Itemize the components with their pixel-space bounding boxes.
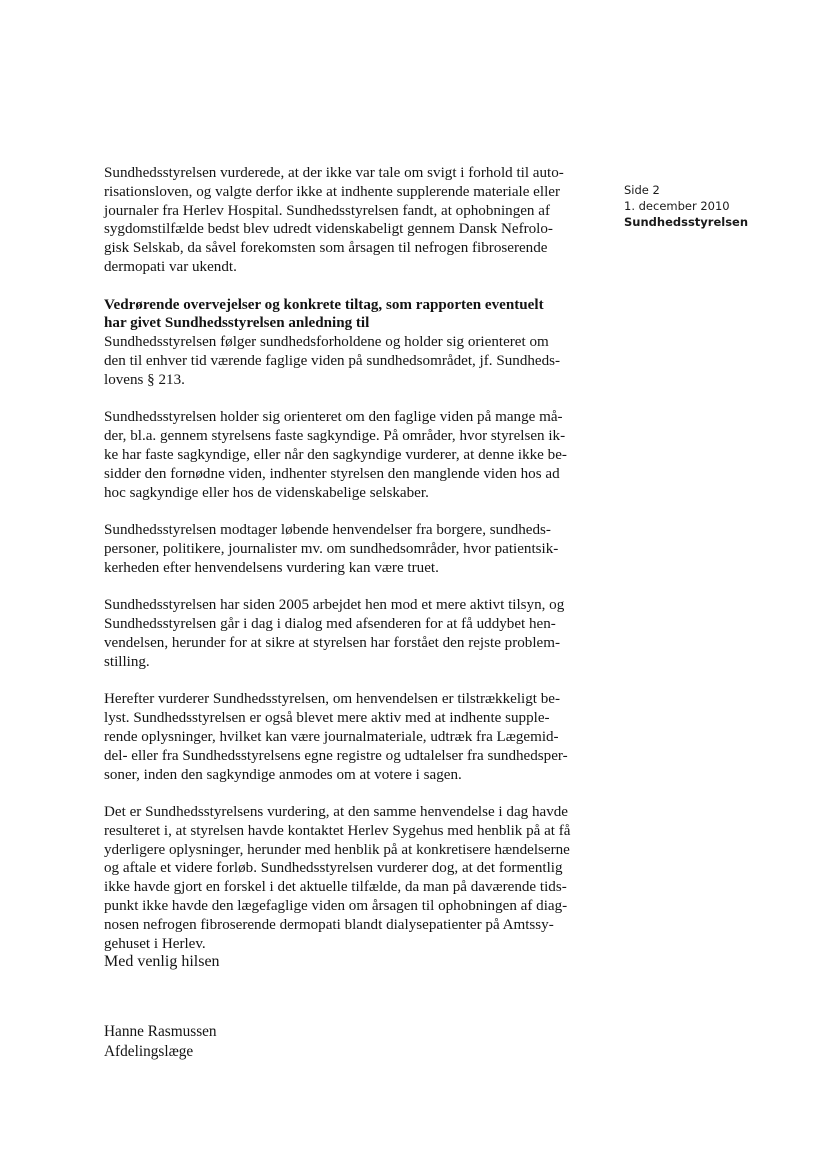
paragraph-monitoring: Sundhedsstyrelsen følger sundhedsforholdene og holder sig orienteret om den til enhver tid værende faglige viden på sundhedsområdet, jf. Sundheds- lovens § 213. [104, 334, 561, 388]
page-number: Side 2 [624, 183, 660, 197]
page-header-info [624, 182, 748, 230]
paragraph-followup: Herefter vurderer Sundhedsstyrelsen, om henvendelsen er tilstrækkeligt be- lyst. Sundhedsstyrelsen er også blevet mere aktiv med at indhente supple- rende oplysninger, hvilket kan være journalmateriale, udtræk fra Lægemid- del- eller fra Sundhedsstyrelsens egne registre og udtalelser fra sundhedsper- soner, inden den sagkyndige anmodes om at votere i sagen. [104, 691, 568, 783]
paragraph-conclusion: Det er Sundhedsstyrelsens vurdering, at den samme henvendelse i dag havde resulteret i, at styrelsen havde kontaktet Herlev Sygehus med henblik på at få yderligere oplysninger, herunder med henblik på at konkretisere hændelserne og aftale et videre forløb. Sundhedsstyrelsen vurderer dog, at det formentlig ikke havde gjort en forskel i det aktuelle tilfælde, da man på daværende tids- punkt ikke havde den lægefaglige viden om årsagen til ophobningen af diag- nosen nefrogen fibroserende dermopati blandt dialysepatienter på Amtssy- gehuset i Herlev. [104, 804, 571, 952]
paragraph-assessment: Sundhedsstyrelsen vurderede, at der ikke var tale om svigt i forhold til auto- risationsloven, og valgte derfor ikke at indhente supplerende materiale eller journaler fra Herlev Hospital. Sundhedsstyrelsen fandt, at ophobningen af sygdomstilfælde bedst blev udredt videnskabeligt gennem Dansk Nefrolo- gisk Selskab, da såvel forekomsten som årsagen til nefrogen fibroserende dermopati var ukendt. [104, 165, 564, 275]
paragraph-expertise: Sundhedsstyrelsen holder sig orienteret om den faglige viden på mange må- der, bl.a. gennem styrelsens faste sagkyndige. På områder, hvor styrelsen ik- ke har faste sagkyndige, eller når den sagkyndige vurderer, at denne ikke be- sidder den fornødne viden, indhenter styrelsen den manglende viden hos ad hoc sagkyndige eller hos de videnskabelige selskaber. [104, 409, 567, 501]
signatory-name: Hanne Rasmussen [104, 1023, 217, 1040]
document-date: 1. december 2010 [624, 199, 730, 213]
signature-block [104, 1022, 217, 1062]
section-heading: Vedrørende overvejelser og konkrete tiltag, som rapporten eventuelt har givet Sundhedsstyrelsen anledning til [104, 296, 544, 332]
paragraph-inquiries: Sundhedsstyrelsen modtager løbende henvendelser fra borgere, sundheds- personer, politikere, journalister mv. om sundhedsområder, hvor patientsik- kerheden efter henvendelsens vurdering kan være truet. [104, 522, 559, 576]
letter-body [104, 164, 594, 972]
paragraph-supervision: Sundhedsstyrelsen har siden 2005 arbejdet hen mod et mere aktivt tilsyn, og Sundhedsstyrelsen går i dag i dialog med afsenderen for at få uddybet hen- vendelsen, herunder for at sikre at styrelsen har forstået den rejste problem- stilling. [104, 597, 565, 670]
organization-name: Sundhedsstyrelsen [624, 215, 749, 229]
signatory-title: Afdelingslæge [104, 1043, 194, 1060]
closing-greeting: Med venlig hilsen [104, 953, 220, 970]
